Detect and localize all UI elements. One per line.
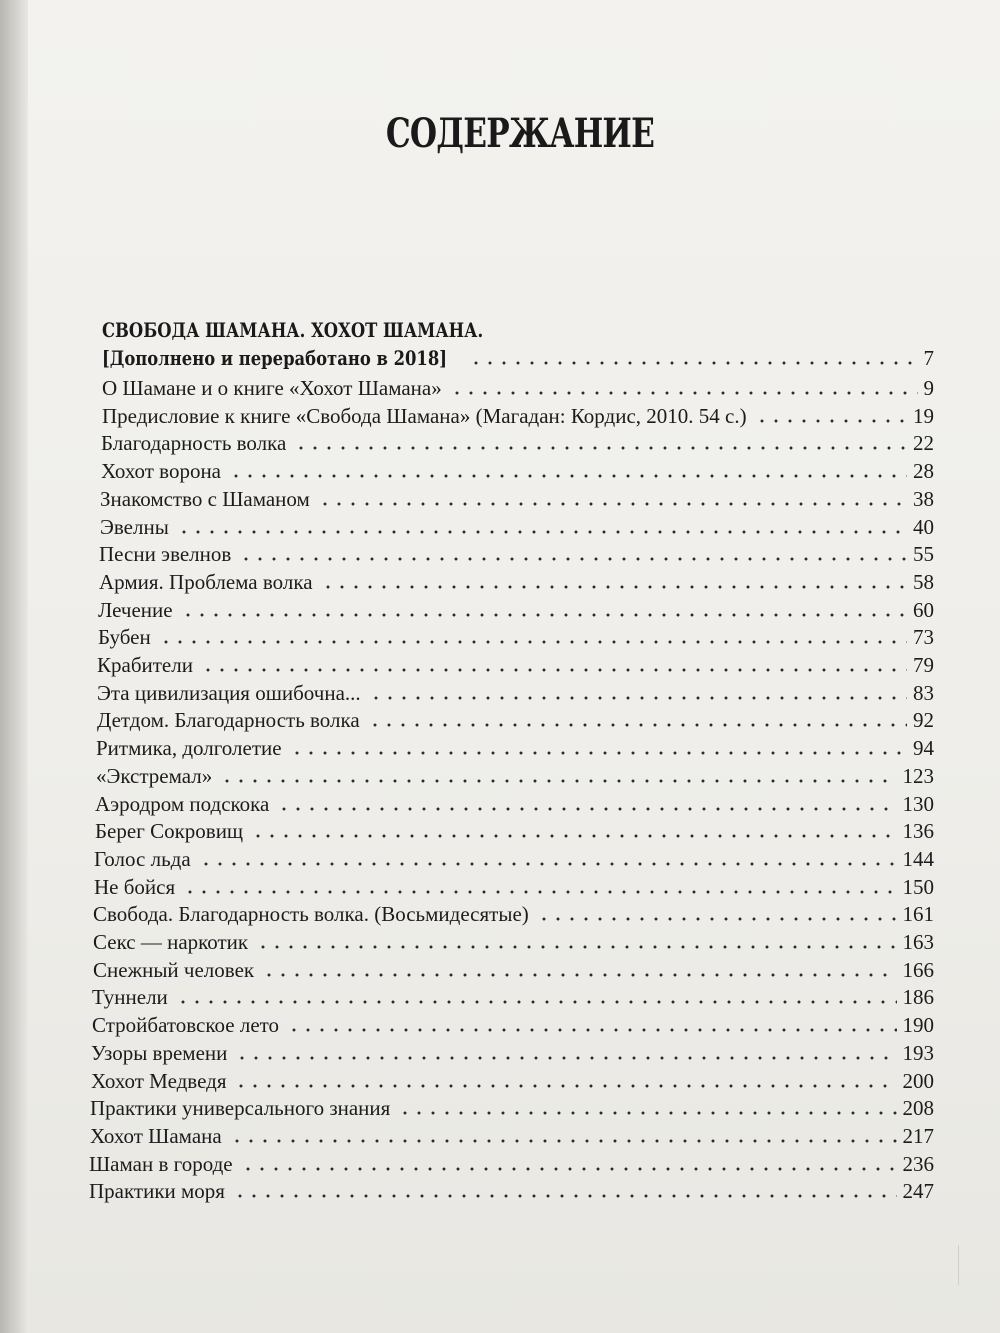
leader-dots	[450, 391, 918, 395]
toc-entry[interactable]	[97, 681, 934, 706]
entry-title: Голос льда	[94, 846, 191, 871]
page-number: 94	[913, 736, 934, 761]
page-number: 150	[902, 874, 934, 899]
toc-entry[interactable]	[91, 1069, 934, 1094]
entry-title: Предисловие к книге «Свобода Шамана» (Магадан: Кордис, 2010. 54 с.)	[102, 403, 747, 428]
page-number: 136	[902, 819, 934, 844]
page-number: 200	[902, 1068, 934, 1093]
leader-dots	[369, 696, 907, 700]
toc-entry[interactable]	[101, 431, 934, 456]
leader-dots	[235, 1056, 896, 1060]
leader-dots	[277, 807, 896, 811]
toc-entry[interactable]	[97, 708, 934, 733]
toc-entry[interactable]	[91, 1041, 934, 1066]
part-title: СВОБОДА ШАМАНА. ХОХОТ ШАМАНА.	[102, 318, 484, 342]
leader-dots	[230, 1139, 897, 1143]
toc-entry[interactable]	[93, 958, 934, 983]
entry-title: Практики универсального знания	[90, 1096, 391, 1121]
page-number: 217	[902, 1123, 934, 1148]
entry-title: Туннели	[92, 985, 168, 1010]
page-number: 92	[913, 708, 934, 733]
page-number: 123	[902, 763, 934, 788]
entry-title: Армия. Проблема волка	[99, 569, 313, 594]
leader-dots	[537, 917, 897, 921]
entry-title: Хохот ворона	[101, 459, 222, 484]
leader-dots	[183, 890, 896, 894]
leader-dots	[290, 751, 907, 755]
toc-entry[interactable]	[99, 542, 934, 567]
leader-dots	[398, 1111, 896, 1115]
leader-dots	[229, 474, 907, 478]
toc-entry[interactable]	[90, 1124, 934, 1149]
toc-entry[interactable]	[98, 598, 934, 623]
leader-dots	[241, 1167, 897, 1171]
part-subtitle-text: [Дополнено и переработано в 2018]	[102, 346, 448, 370]
leader-dots	[239, 557, 907, 561]
toc-entry[interactable]	[100, 515, 934, 540]
page-number: 166	[902, 957, 934, 982]
leader-dots	[251, 834, 896, 838]
page-number: 60	[913, 597, 934, 622]
page-number: 19	[913, 403, 934, 428]
entry-title: Лечение	[98, 597, 173, 622]
entry-title: Не бойся	[94, 874, 176, 899]
page-number: 28	[913, 459, 934, 484]
toc-entry[interactable]	[96, 764, 934, 789]
toc-entry[interactable]	[93, 902, 934, 927]
toc-entry[interactable]	[98, 625, 934, 650]
leader-dots	[755, 419, 907, 423]
entry-title: Эта цивилизация ошибочна...	[97, 680, 361, 705]
entry-title: Секс — наркотик	[93, 930, 249, 954]
leader-dots	[469, 361, 918, 365]
toc-entry[interactable]	[97, 653, 934, 678]
leader-dots	[159, 640, 907, 644]
entry-title: Шаман в городе	[89, 1151, 233, 1176]
entry-title: Снежный человек	[93, 957, 255, 982]
entry-title: Детдом. Благодарность волка	[97, 708, 360, 733]
page-number: 38	[913, 486, 934, 511]
page-number: 247	[902, 1179, 934, 1204]
toc-entry[interactable]	[92, 1013, 934, 1038]
page-number: 73	[913, 625, 934, 650]
leader-dots	[181, 613, 907, 617]
toc-entry[interactable]	[102, 404, 934, 429]
toc-entry[interactable]	[95, 819, 934, 844]
page-number: 163	[902, 930, 934, 954]
toc-entry[interactable]	[94, 847, 934, 872]
toc-entry[interactable]	[92, 985, 934, 1010]
leader-dots	[201, 668, 907, 672]
page-number: 22	[913, 431, 934, 456]
toc-entry[interactable]	[96, 736, 934, 761]
page-number: 130	[902, 791, 934, 816]
leader-dots	[256, 945, 896, 949]
leader-dots	[177, 530, 907, 534]
entry-title: Хохот Шамана	[90, 1123, 222, 1148]
entry-title: Хохот Медведя	[91, 1068, 227, 1093]
page-number: 9	[923, 376, 934, 400]
page-number: 55	[913, 542, 934, 567]
entry-title: Песни эвелнов	[99, 542, 232, 567]
entry-title: Стройбатовское лето	[92, 1013, 280, 1038]
entry-title: Благодарность волка	[101, 431, 287, 456]
entry-title: Аэродром подскока	[95, 791, 270, 816]
toc-entry[interactable]	[93, 930, 934, 955]
leader-dots	[262, 973, 896, 977]
toc-entry[interactable]	[95, 792, 934, 817]
toc-entry[interactable]	[99, 570, 934, 595]
leader-dots	[294, 446, 907, 450]
page-number: 144	[902, 846, 934, 871]
entry-title: О Шамане и о книге «Хохот Шамана»	[102, 376, 442, 400]
entry-title: Узоры времени	[91, 1040, 228, 1065]
entry-title: «Экстремал»	[96, 763, 213, 788]
page-number: 7	[923, 346, 934, 370]
page-number: 186	[902, 985, 934, 1010]
leader-dots	[220, 779, 896, 783]
entry-title: Эвелны	[100, 514, 169, 539]
page-number: 190	[902, 1013, 934, 1038]
entry-title: Бубен	[98, 625, 151, 650]
leader-dots	[199, 862, 897, 866]
toc-entry[interactable]	[101, 459, 934, 484]
toc-entry[interactable]	[89, 1179, 934, 1204]
page-number: 208	[902, 1096, 934, 1121]
page-number: 83	[913, 680, 934, 705]
leader-dots	[318, 502, 907, 506]
leader-dots	[321, 585, 907, 589]
page-number: 79	[913, 653, 934, 677]
entry-title: Ритмика, долголетие	[96, 736, 282, 761]
page-number: 58	[913, 569, 934, 594]
leader-dots	[368, 723, 907, 727]
page-number: 236	[902, 1151, 934, 1176]
toc-entry[interactable]	[94, 875, 934, 900]
page-number: 40	[913, 514, 934, 539]
toc-entry[interactable]	[90, 1096, 934, 1121]
leader-dots	[287, 1028, 896, 1032]
entry-title: Знакомство с Шаманом	[100, 486, 310, 511]
page-number: 193	[902, 1040, 934, 1065]
entry-title: Берег Сокровищ	[95, 819, 244, 844]
leader-dots	[233, 1194, 897, 1198]
entry-title: Практики моря	[89, 1179, 225, 1204]
toc-entry[interactable]	[100, 487, 934, 512]
toc-entry[interactable]	[102, 376, 934, 401]
page-title: СОДЕРЖАНИЕ	[385, 110, 655, 157]
page-number: 161	[902, 902, 934, 927]
leader-dots	[176, 1000, 897, 1004]
leader-dots	[234, 1084, 896, 1088]
entry-title: Свобода. Благодарность волка. (Восьмидесятые)	[93, 902, 529, 927]
toc-entry[interactable]	[89, 1152, 934, 1177]
entry-title: Крабители	[97, 653, 193, 677]
